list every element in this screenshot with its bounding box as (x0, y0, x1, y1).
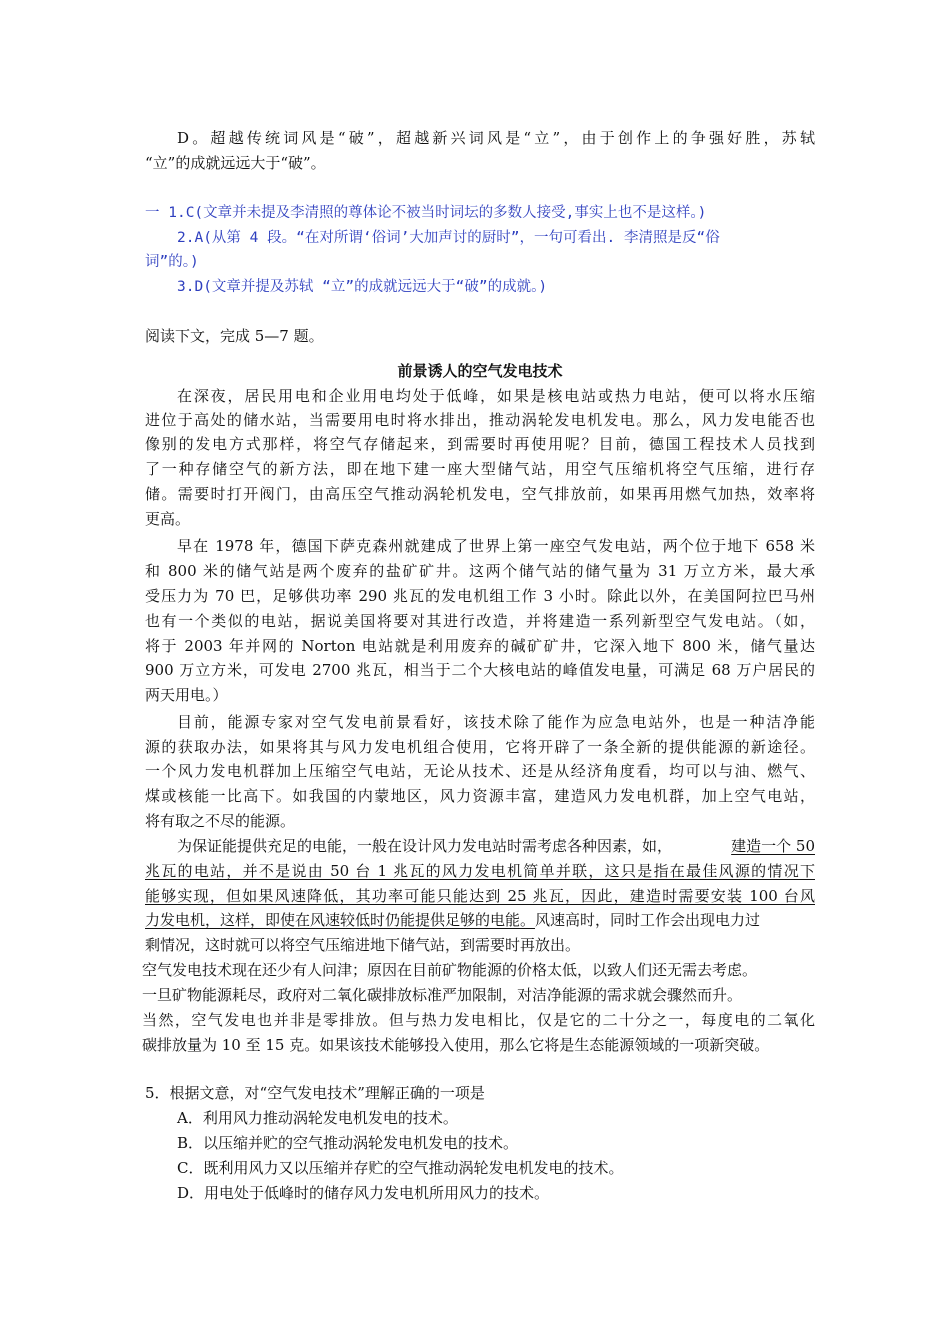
para5-line-4: 碳排放量为 10 至 15 克。如果该技术能够投入使用，那么它将是生态能源领域的一项新突破。 (142, 1036, 770, 1054)
para1-line-4: 了一种存储空气的新方法，即在地下建一座大型储气站，用空气压缩机将空气压缩，进行存 (145, 460, 815, 478)
para4-line-2: 兆瓦的电站，并不是说由 50 台 1 兆瓦的风力发电机简单并联，这只是指在最佳风源的情况下 (145, 862, 815, 880)
question-5-option-a: A．利用风力推动涡轮发电机发电的技术。 (177, 1109, 458, 1127)
para3-line-1: 目前，能源专家对空气发电前景看好，该技术除了能作为应急电站外，也是一种洁净能 (177, 713, 815, 731)
option-d-line-1: D。超越传统词风是“破”，超越新兴词风是“立”，由于创作上的争强好胜，苏轼 (177, 129, 815, 147)
para1-line-3: 像别的发电方式那样，将空气存储起来，到需要时再使用呢？目前，德国工程技术人员找到 (145, 435, 815, 453)
para2-line-3: 受压力为 70 巴，足够供功率 290 兆瓦的发电机组工作 3 小时。除此以外，在美国阿拉巴马州 (145, 587, 815, 605)
answer-2-line-1: 2.A(从第 4 段。“在对所谓‘俗词’大加声讨的厨时”，一句可看出. 李清照是反“俗 (177, 230, 720, 246)
answer-1: 一 1.C(文章并未提及李清照的尊体论不被当时词坛的多数人接受,事实上也不是这样。) (145, 205, 707, 221)
question-5-option-d: D．用电处于低峰时的储存风力发电机所用风力的技术。 (177, 1184, 550, 1202)
para3-line-5: 将有取之不尽的能源。 (145, 812, 296, 830)
para1-line-2: 进位于高处的储水站，当需要用电时将水排出，推动涡轮发电机发电。那么，风力发电能否也 (145, 411, 815, 429)
para5-line-1: 空气发电技术现在还少有人问津；原因在目前矿物能源的价格太低，以致人们还无需去考虑。 (142, 961, 758, 979)
para4-line-4-underlined: 力发电机，这样，即使在风速较低时仍能提供足够的电能。 (145, 911, 536, 929)
para2-line-1: 早在 1978 年，德国下萨克森州就建成了世界上第一座空气发电站，两个位于地下 658 米 (177, 537, 815, 555)
para5-line-2: 一旦矿物能源耗尽，政府对二氧化碳排放标准严加限制，对洁净能源的需求就会骤然而升。 (142, 986, 743, 1004)
question-5-stem: 5．根据文意，对“空气发电技术”理解正确的一项是 (145, 1084, 485, 1102)
para4-line-5: 剩情况，这时就可以将空气压缩进地下储气站，到需要时再放出。 (145, 936, 581, 954)
para4-line-4 (145, 910, 815, 930)
para4-line-1-underlined: 建造一个 50 (731, 837, 815, 855)
reading-instruction: 阅读下文，完成 5—7 题。 (145, 327, 324, 345)
para4-line-4-plain: 风速高时，同时工作会出现电力过 (535, 911, 761, 929)
para2-line-5: 将于 2003 年并网的 Norton 电站就是利用废弃的碱矿矿井，它深入地下 800 米，储气量达 (145, 637, 815, 655)
para4-line-1-plain: 为保证能提供充足的电能，一般在设计风力发电站时需考虑各种因素，如， (177, 837, 673, 855)
para5-line-3: 当然，空气发电也并非是零排放。但与热力发电相比，仅是它的二十分之一，每度电的二氧化 (142, 1011, 815, 1029)
para3-line-3: 一个风力发电机群加上压缩空气电站，无论从技术、还是从经济角度看，均可以与油、燃气、 (145, 762, 815, 780)
para4-line-1 (177, 836, 815, 856)
para4-line-3: 能够实现，但如果风速降低，其功率可能只能达到 25 兆瓦，因此，建造时需要安装 100 台风 (145, 887, 815, 905)
para3-line-2: 源的获取办法，如果将其与风力发电机组合使用，它将开辟了一条全新的提供能源的新途径。 (145, 738, 815, 756)
answer-2-line-2: 词”的。) (145, 254, 199, 270)
article-title: 前景诱人的空气发电技术 (397, 362, 563, 380)
para1-line-6: 更高。 (145, 510, 191, 528)
para1-line-1: 在深夜，居民用电和企业用电均处于低峰，如果是核电站或热力电站，便可以将水压缩 (177, 387, 815, 405)
para2-line-4: 也有一个类似的电站，据说美国将要对其进行改造，并将建造一系列新型空气发电站。（如， (145, 612, 815, 630)
para2-line-7: 两天用电。） (145, 686, 228, 704)
question-5-option-c: C．既利用风力又以压缩并存贮的空气推动涡轮发电机发电的技术。 (177, 1159, 624, 1177)
question-5-option-b: B．以压缩并贮的空气推动涡轮发电机发电的技术。 (177, 1134, 519, 1152)
para2-line-2: 和 800 米的储气站是两个废弃的盐矿矿井。这两个储气站的储气量为 31 万立方米，最大承 (145, 562, 815, 580)
para3-line-4: 煤或核能一比高下。如我国的内蒙地区，风力资源丰富，建造风力发电机群，加上空气电站， (145, 787, 815, 805)
option-d-line-2: “立”的成就远远大于“破”。 (145, 154, 326, 172)
answer-3: 3.D(文章并提及苏轼 “立”的成就远远大于“破”的成就。) (177, 279, 548, 295)
para1-line-5: 储。需要时打开阀门，由高压空气推动涡轮机发电，空气排放前，如果再用燃气加热，效率将 (145, 485, 815, 503)
para2-line-6: 900 万立方米，可发电 2700 兆瓦，相当于二个大核电站的峰值发电量，可满足 68 万户居民的 (145, 661, 815, 679)
